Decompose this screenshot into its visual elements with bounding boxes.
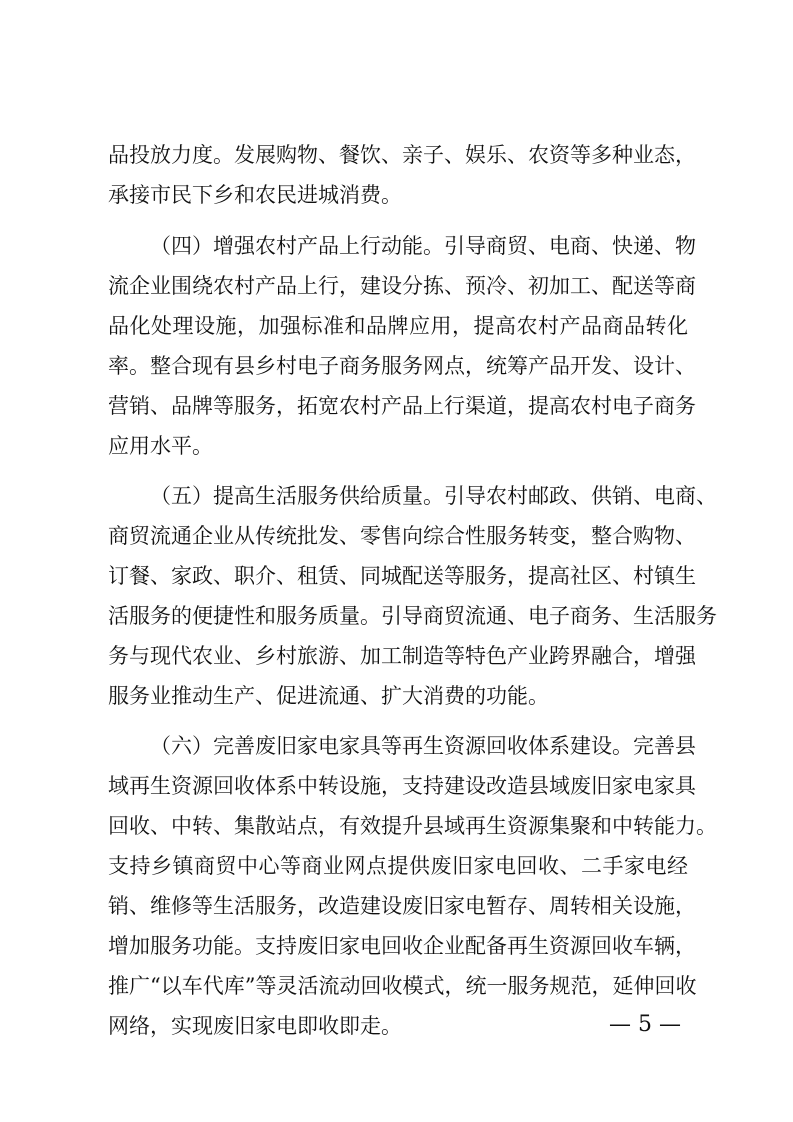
paragraph-line: 承接市民下乡和农民进城消费。: [108, 183, 402, 207]
section-heading-line: （四）增强农村产品上行动能。引导商贸、电商、快递、物: [150, 234, 696, 258]
section-heading-line: （五）提高生活服务供给质量。引导农村邮政、供销、电商、: [150, 484, 717, 508]
paragraph-line: 流企业围绕农村产品上行，建设分拣、预冷、初加工、配送等商: [108, 274, 696, 298]
paragraph-line: 应用水平。: [108, 434, 213, 458]
paragraph-line: 率。整合现有县乡村电子商务服务网点，统筹产品开发、设计、: [108, 354, 696, 378]
section-heading-line: （六）完善废旧家电家具等再生资源回收体系建设。完善县: [150, 734, 696, 758]
paragraph-line: 品投放力度。发展购物、餐饮、亲子、娱乐、农资等多种业态，: [108, 143, 696, 167]
paragraph-line: 支持乡镇商贸中心等商业网点提供废旧家电回收、二手家电经: [108, 854, 688, 878]
paragraph-line: 品化处理设施，加强标准和品牌应用，提高农村产品商品转化: [108, 314, 688, 338]
paragraph-line: 营销、品牌等服务，拓宽农村产品上行渠道，提高农村电子商务: [108, 394, 696, 418]
paragraph-line: 服务业推动生产、促进流通、扩大消费的功能。: [108, 684, 549, 708]
paragraph-line: 商贸流通企业从传统批发、零售向综合性服务转变，整合购物、: [108, 524, 696, 548]
paragraph-line: 回收、中转、集散站点，有效提升县域再生资源集聚和中转能力。: [108, 814, 717, 838]
paragraph-line: 活服务的便捷性和服务质量。引导商贸流通、电子商务、生活服务: [108, 604, 717, 628]
paragraph-line: 推广“以车代库”等灵活流动回收模式，统一服务规范，延伸回收: [108, 974, 697, 998]
paragraph-line: 域再生资源回收体系中转设施，支持建设改造县域废旧家电家具: [108, 774, 696, 798]
page-number: — 5 —: [609, 1012, 681, 1037]
paragraph-line: 销、维修等生活服务，改造建设废旧家电暂存、周转相关设施，: [108, 894, 696, 918]
paragraph-line: 增加服务功能。支持废旧家电回收企业配备再生资源回收车辆，: [108, 934, 696, 958]
paragraph-line: 网络，实现废旧家电即收即走。: [108, 1014, 402, 1038]
paragraph-line: 务与现代农业、乡村旅游、加工制造等特色产业跨界融合，增强: [108, 644, 696, 668]
paragraph-line: 订餐、家政、职介、租赁、同城配送等服务，提高社区、村镇生: [108, 564, 696, 588]
